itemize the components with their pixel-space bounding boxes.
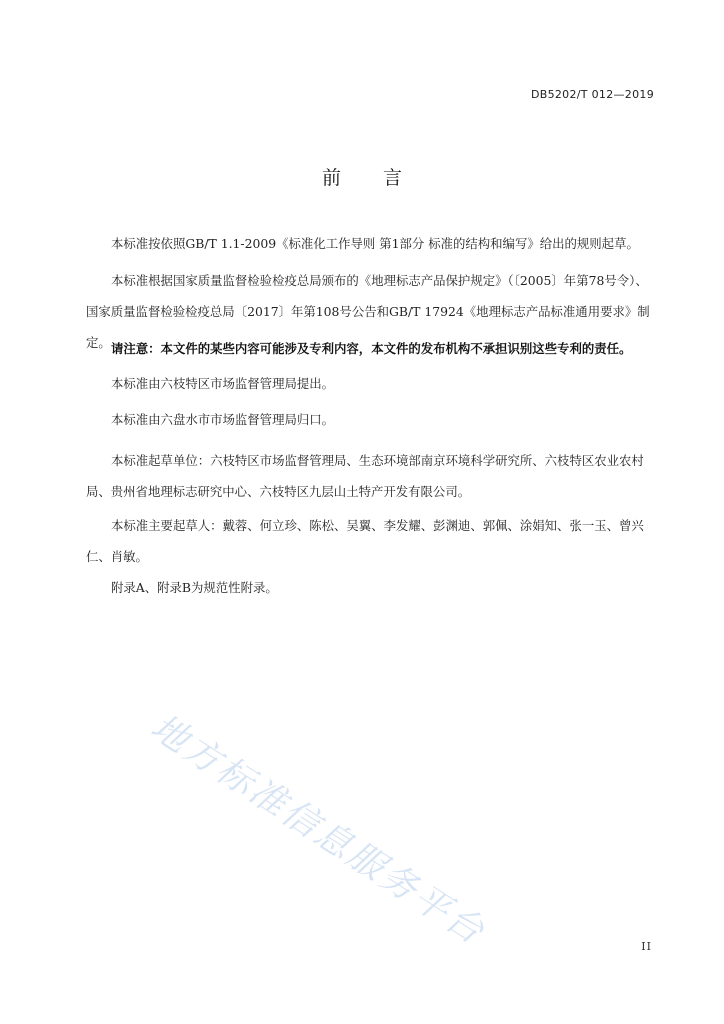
paragraph-appendix: 附录A、附录B为规范性附录。 [111, 580, 278, 595]
paragraph-responsible-unit: 本标准由六盘水市市场监督管理局归口。 [111, 412, 335, 427]
paragraph-drafting-rules: 本标准按依照GB/T 1.1-2009《标准化工作导则 第1部分 标准的结构和编写》给出的规则起草。 [111, 236, 639, 251]
section-title: 前言 [321, 167, 444, 189]
paragraph-drafters: 本标准主要起草人：戴蓉、何立珍、陈松、吴翼、李发耀、彭渊迪、郭佩、涂娟知、张一玉、曾兴仁、肖敏。 [86, 518, 644, 564]
document-code: DB5202/T 012—2019 [530, 88, 654, 101]
paragraph-basis: 本标准根据国家质量监督检验检疫总局颁布的《地理标志产品保护规定》（〔2005〕年第78号令）、国家质量监督检验检疫总局〔2017〕年第108号公告和GB/T 17924《地理标志产品标准通用要求》制定。 [86, 273, 650, 350]
paragraph-proposer: 本标准由六枝特区市场监督管理局提出。 [111, 376, 335, 391]
paragraph-drafting-units: 本标准起草单位：六枝特区市场监督管理局、生态环境部南京环境科学研究所、六枝特区农业农村局、贵州省地理标志研究中心、六枝特区九层山土特产开发有限公司。 [86, 453, 644, 499]
paragraph-patent-notice: 请注意：本文件的某些内容可能涉及专利内容，本文件的发布机构不承担识别这些专利的责任。 [111, 341, 632, 356]
page-number: II [641, 940, 652, 953]
watermark: 地方标准信息服务平台 [143, 706, 493, 954]
